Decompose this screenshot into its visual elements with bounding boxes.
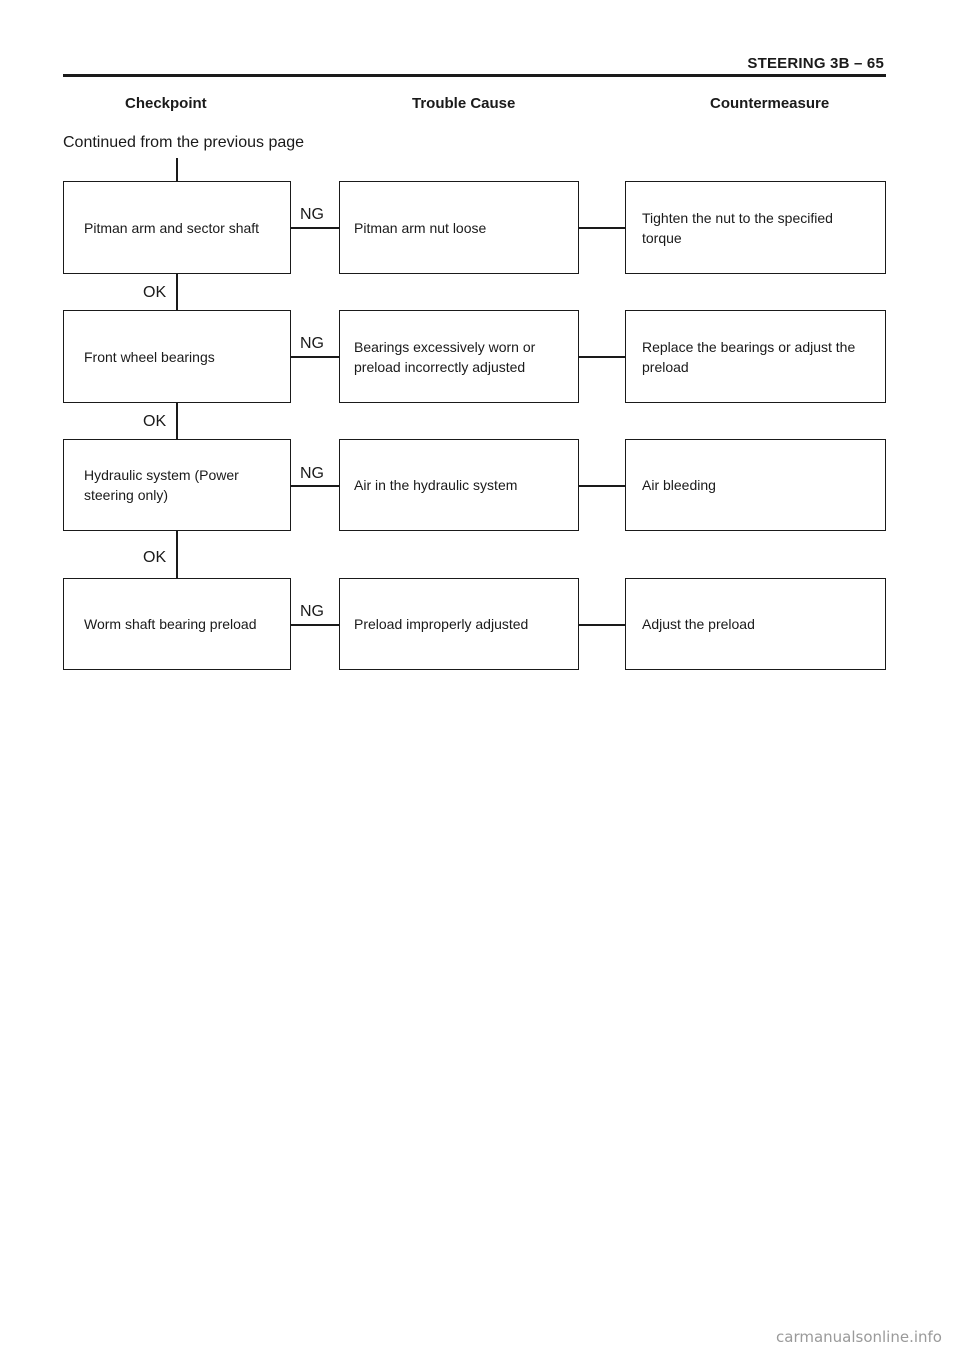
- ng-connector: [291, 624, 340, 626]
- trouble-cause-text: Pitman arm nut loose: [354, 219, 487, 236]
- checkpoint-box: [63, 310, 291, 403]
- column-header-checkpoint: Checkpoint: [125, 95, 207, 112]
- countermeasure-text: Replace the bearings or adjust the preload: [642, 338, 856, 375]
- countermeasure-text: Tighten the nut to the specified torque: [642, 209, 833, 246]
- checkpoint-text: Hydraulic system (Power steering only): [84, 467, 239, 503]
- continued-note: Continued from the previous page: [63, 134, 305, 151]
- trouble-cause-box: [339, 578, 579, 670]
- ng-label: NG: [300, 206, 324, 223]
- ng-connector: [291, 485, 340, 487]
- checkpoint-text: Worm shaft bearing preload: [84, 616, 257, 632]
- ok-label: OK: [143, 549, 167, 566]
- column-header-countermeasure: Countermeasure: [710, 95, 830, 112]
- trouble-cause-text: Bearings excessively worn or preload incorrectly adjusted: [354, 338, 536, 375]
- checkpoint-box: [63, 578, 291, 670]
- countermeasure-box: [625, 439, 886, 531]
- ng-label: NG: [300, 603, 324, 620]
- countermeasure-box: [625, 578, 886, 670]
- cause-connector: [579, 485, 626, 487]
- ok-label: OK: [143, 284, 167, 301]
- flow-connector: [176, 158, 178, 182]
- column-header-trouble-cause: Trouble Cause: [412, 95, 516, 112]
- ok-label: OK: [143, 413, 167, 430]
- ng-connector: [291, 227, 340, 229]
- ng-connector: [291, 356, 340, 358]
- checkpoint-text: Pitman arm and sector shaft: [84, 219, 260, 236]
- cause-connector: [579, 227, 626, 229]
- header-rule: [63, 74, 886, 77]
- cause-connector: [579, 624, 626, 626]
- trouble-cause-box: [339, 439, 579, 531]
- checkpoint-text: Front wheel bearings: [84, 348, 215, 365]
- countermeasure-box: [625, 181, 886, 274]
- countermeasure-text: Air bleeding: [642, 477, 716, 493]
- flow-connector: [176, 530, 178, 579]
- ng-label: NG: [300, 335, 324, 352]
- countermeasure-box: [625, 310, 886, 403]
- trouble-cause-box: [339, 310, 579, 403]
- ng-label: NG: [300, 465, 324, 482]
- trouble-cause-text: Air in the hydraulic system: [354, 477, 518, 493]
- checkpoint-box: [63, 181, 291, 274]
- countermeasure-text: Adjust the preload: [642, 616, 755, 632]
- trouble-cause-text: Preload improperly adjusted: [354, 616, 529, 632]
- flow-connector: [176, 403, 178, 440]
- page-header-title: STEERING 3B – 65: [747, 55, 884, 72]
- cause-connector: [579, 356, 626, 358]
- flow-connector: [176, 273, 178, 311]
- checkpoint-box: [63, 439, 291, 531]
- trouble-cause-box: [339, 181, 579, 274]
- footer-watermark: carmanualsonline.info: [776, 1328, 942, 1346]
